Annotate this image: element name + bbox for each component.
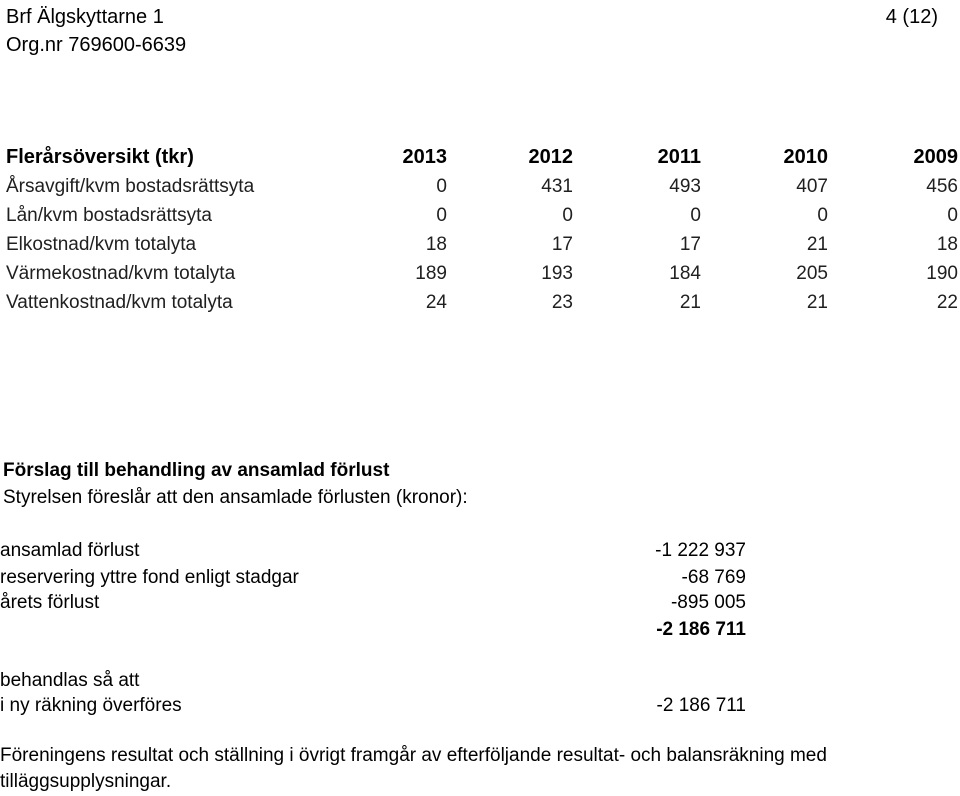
table-cell: 17 bbox=[551, 234, 573, 255]
item-value: -1 222 937 bbox=[655, 540, 746, 561]
table-cell: 407 bbox=[796, 176, 828, 197]
total-row bbox=[0, 617, 960, 643]
table-cell: 24 bbox=[425, 292, 447, 313]
table-row bbox=[6, 288, 960, 317]
section-intro: Styrelsen föreslår att den ansamlade förlusten (kronor): bbox=[3, 487, 468, 508]
table-cell: 17 bbox=[679, 234, 701, 255]
row-label: Årsavgift/kvm bostadsrättsyta bbox=[6, 176, 255, 197]
table-cell: 0 bbox=[947, 205, 958, 226]
table-cell: 18 bbox=[936, 234, 958, 255]
table-cell: 0 bbox=[690, 205, 701, 226]
list-item bbox=[0, 538, 960, 564]
table-cell: 0 bbox=[562, 205, 573, 226]
item-label: reservering yttre fond enligt stadgar bbox=[0, 567, 299, 588]
table-cell: 21 bbox=[806, 292, 828, 313]
org-name: Brf Älgskyttarne 1 bbox=[6, 6, 164, 28]
table-cell: 193 bbox=[541, 263, 573, 284]
table-cell: 0 bbox=[817, 205, 828, 226]
table-cell: 205 bbox=[796, 263, 828, 284]
row-label: Värmekostnad/kvm totalyta bbox=[6, 263, 236, 284]
table-row bbox=[6, 201, 960, 230]
year-header: 2010 bbox=[783, 146, 828, 168]
table-cell: 184 bbox=[669, 263, 701, 284]
year-header: 2011 bbox=[657, 146, 701, 168]
list-item bbox=[0, 565, 960, 591]
table-cell: 23 bbox=[551, 292, 573, 313]
table-cell: 190 bbox=[926, 263, 958, 284]
item-label: ansamlad förlust bbox=[0, 540, 140, 561]
table-row bbox=[6, 172, 960, 201]
item-value: -895 005 bbox=[670, 592, 746, 613]
carry-forward-row bbox=[0, 693, 960, 719]
carry-forward-label: i ny räkning överföres bbox=[0, 695, 182, 716]
table-cell: 21 bbox=[679, 292, 701, 313]
treatment-label: behandlas så att bbox=[0, 670, 140, 691]
treatment-row bbox=[0, 668, 960, 694]
table-cell: 189 bbox=[415, 263, 447, 284]
item-value: -68 769 bbox=[681, 567, 746, 588]
page-number: 4 (12) bbox=[885, 6, 938, 28]
year-header: 2009 bbox=[913, 146, 958, 168]
table-cell: 456 bbox=[926, 176, 958, 197]
table-cell: 431 bbox=[541, 176, 573, 197]
table-cell: 18 bbox=[425, 234, 447, 255]
table-cell: 0 bbox=[436, 205, 447, 226]
table-cell: 493 bbox=[669, 176, 701, 197]
org-header bbox=[6, 4, 186, 60]
org-number: Org.nr 769600-6639 bbox=[6, 34, 187, 56]
row-label: Vattenkostnad/kvm totalyta bbox=[6, 292, 233, 313]
item-label: årets förlust bbox=[0, 592, 100, 613]
list-item bbox=[0, 590, 960, 616]
table-cell: 21 bbox=[806, 234, 828, 255]
year-header: 2013 bbox=[402, 146, 447, 168]
row-label: Elkostnad/kvm totalyta bbox=[6, 234, 197, 255]
total-value: -2 186 711 bbox=[656, 619, 746, 640]
year-header: 2012 bbox=[528, 146, 573, 168]
multi-year-overview-table bbox=[6, 143, 960, 317]
table-row bbox=[6, 230, 960, 259]
overview-title: Flerårsöversikt (tkr) bbox=[6, 146, 194, 168]
carry-forward-value: -2 186 711 bbox=[656, 695, 746, 716]
section-title: Förslag till behandling av ansamlad förlust bbox=[3, 460, 390, 481]
closing-paragraph: Föreningens resultat och ställning i övrigt framgår av efterföljande resultat- och balansräkning med tilläggsupplysningar. bbox=[0, 745, 827, 792]
overview-header-row bbox=[6, 143, 960, 172]
row-label: Lån/kvm bostadsrättsyta bbox=[6, 205, 212, 226]
table-row bbox=[6, 259, 960, 288]
table-cell: 22 bbox=[936, 292, 958, 313]
table-cell: 0 bbox=[436, 176, 447, 197]
